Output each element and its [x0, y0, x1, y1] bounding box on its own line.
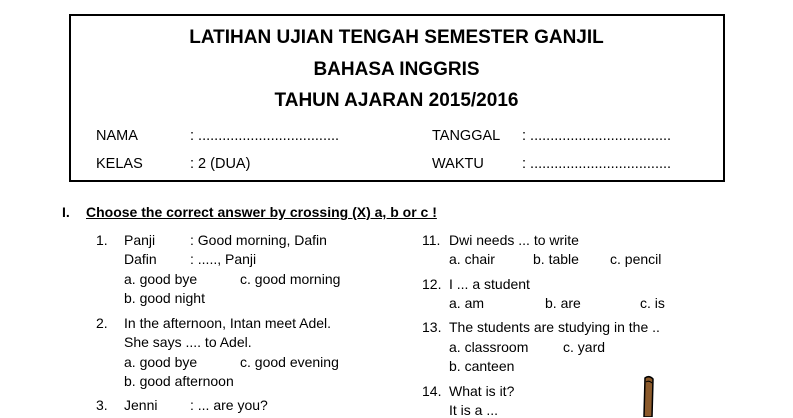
q1-dialog-2: : ....., Panji: [190, 251, 257, 267]
tanggal-label: TANGGAL: [432, 128, 501, 144]
q3-dialog: : ... are you?: [190, 397, 268, 413]
waktu-label: WAKTU: [432, 156, 484, 172]
q13-option-b[interactable]: b. canteen: [449, 358, 515, 374]
q3-number: 3.: [96, 397, 108, 413]
q12-text: I ... a student: [449, 276, 530, 292]
q1-number: 1.: [96, 232, 108, 248]
q1-option-c[interactable]: c. good morning: [240, 271, 341, 287]
kelas-label: KELAS: [96, 156, 143, 172]
q13-text: The students are studying in the ..: [449, 319, 660, 335]
q14-text: What is it?: [449, 383, 515, 399]
nama-field[interactable]: : ...................................: [190, 128, 340, 144]
kelas-value: : 2 (DUA): [190, 156, 251, 172]
q2-text-1: In the afternoon, Intan meet Adel.: [124, 315, 332, 331]
section-number: I.: [62, 204, 70, 220]
q12-number: 12.: [422, 276, 442, 292]
q2-option-a[interactable]: a. good bye: [124, 354, 198, 370]
q1-speaker-1: Panji: [124, 232, 156, 248]
tanggal-field[interactable]: : ...................................: [522, 128, 672, 144]
title-line-1: LATIHAN UJIAN TENGAH SEMESTER GANJIL: [189, 27, 604, 48]
q11-option-c[interactable]: c. pencil: [610, 251, 662, 267]
q14-text-2: It is a ...: [449, 402, 499, 418]
q14-number: 14.: [422, 383, 442, 399]
q2-text-2: She says .... to Adel.: [124, 334, 252, 350]
q1-speaker-2: Dafin: [124, 251, 157, 267]
q13-option-c[interactable]: c. yard: [563, 339, 606, 355]
q1-option-b[interactable]: b. good night: [124, 290, 205, 306]
pencil-illustration: [636, 374, 662, 417]
q11-option-a[interactable]: a. chair: [449, 251, 495, 267]
q13-option-a[interactable]: a. classroom: [449, 339, 529, 355]
q12-option-a[interactable]: a. am: [449, 295, 485, 311]
q1-dialog-1: : Good morning, Dafin: [190, 232, 327, 248]
q13-number: 13.: [422, 319, 442, 335]
section-instruction: Choose the correct answer by crossing (X) a, b or c !: [86, 204, 437, 220]
q1-option-a[interactable]: a. good bye: [124, 271, 198, 287]
nama-label: NAMA: [96, 128, 138, 144]
q12-option-c[interactable]: c. is: [640, 295, 665, 311]
title-line-2: BAHASA INGGRIS: [313, 59, 480, 80]
q2-option-b[interactable]: b. good afternoon: [124, 373, 234, 389]
waktu-field[interactable]: : ...................................: [522, 156, 672, 172]
q11-text: Dwi needs ... to write: [449, 232, 579, 248]
q12-option-b[interactable]: b. are: [545, 295, 581, 311]
q2-number: 2.: [96, 315, 108, 331]
q3-speaker: Jenni: [124, 397, 158, 413]
title-line-3: TAHUN AJARAN 2015/2016: [274, 90, 519, 111]
q11-number: 11.: [422, 232, 441, 248]
q11-option-b[interactable]: b. table: [533, 251, 579, 267]
q2-option-c[interactable]: c. good evening: [240, 354, 339, 370]
